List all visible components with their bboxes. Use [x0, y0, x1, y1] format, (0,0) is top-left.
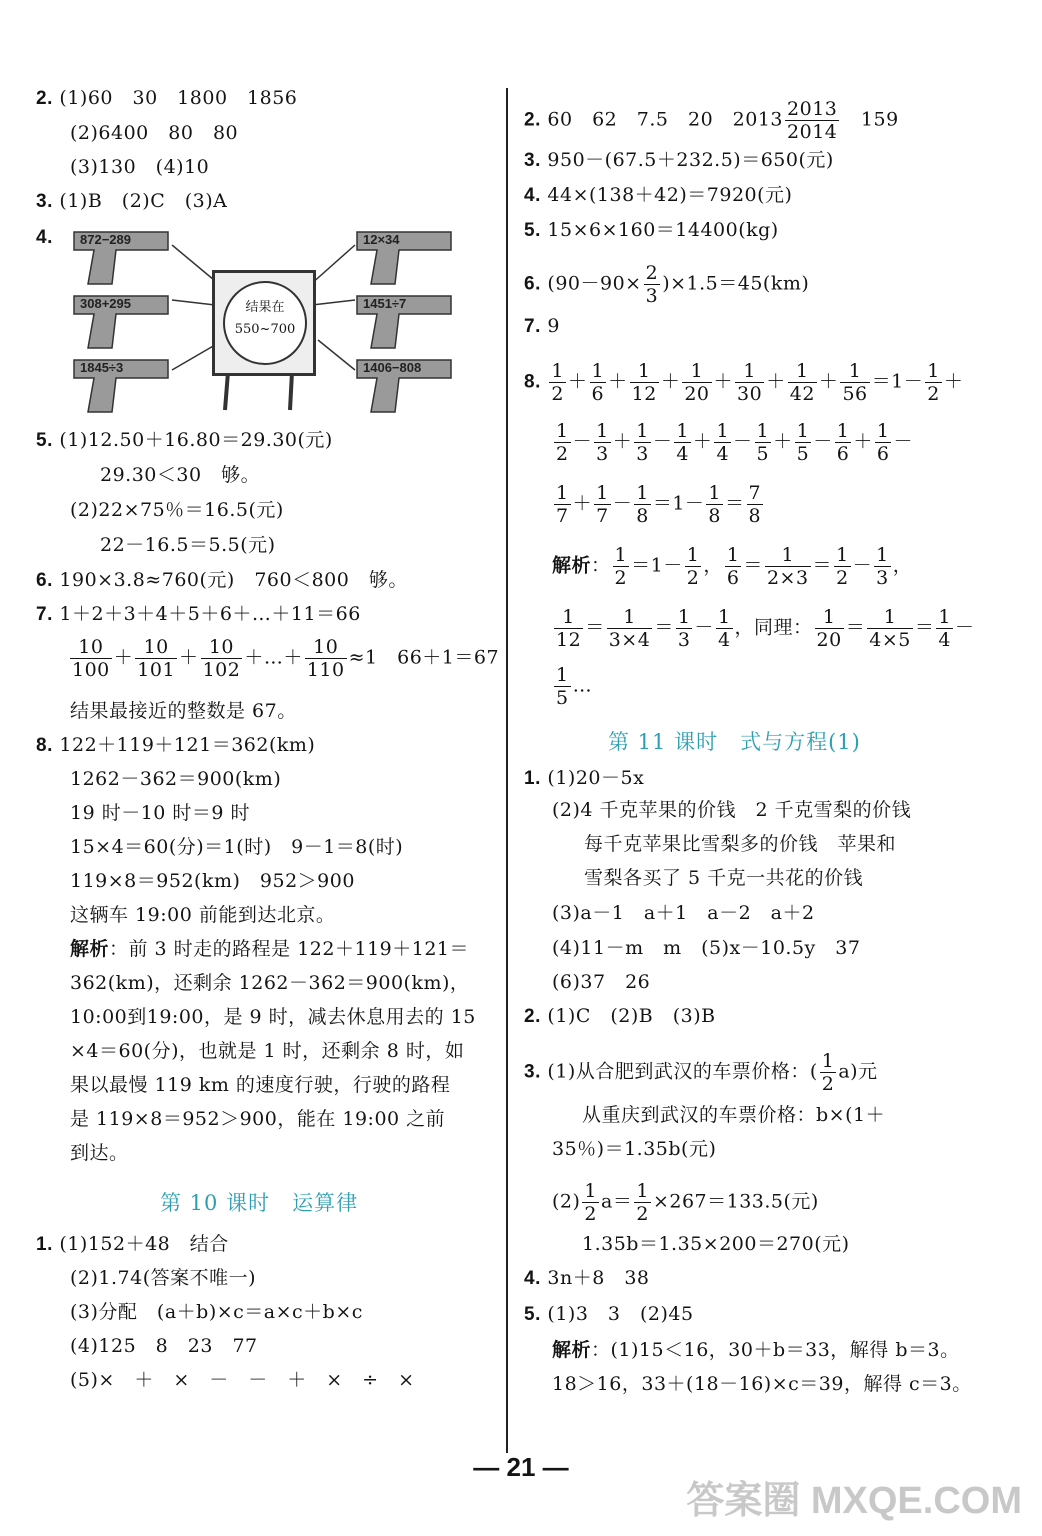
answer-text: 从重庆到武汉的车票价格：b×(1＋ [582, 1104, 886, 1126]
analysis-text: 是 119×8＝952＞900，能在 19:00 之前 [70, 1108, 446, 1130]
answer-text: (4)125 8 23 77 [70, 1335, 258, 1357]
q-number: 4. [524, 185, 541, 206]
analysis-text: ×4＝60(分)，也就是 1 时，还剩余 8 时，如 [70, 1040, 465, 1062]
answer-text: 22－16.5＝5.5(元) [100, 534, 276, 556]
answer-text: 每千克苹果比雪梨多的价钱 苹果和 [584, 833, 897, 855]
q-number: 2. [524, 109, 541, 131]
q-number: 4. [36, 227, 53, 248]
gun-card [72, 356, 172, 416]
fraction: $\frac{10}{101}$ [137, 636, 176, 681]
analysis-text: 到达。 [70, 1142, 129, 1164]
fraction: $\frac{10}{100}$ [72, 636, 110, 681]
analysis-text: 362(km)，还剩余 1262－362＝900(km)， [70, 972, 470, 994]
answer-text: (1)C (2)B (3)B [547, 1005, 716, 1027]
answer-text: (5)× ＋ × － － ＋ × ÷ × [70, 1369, 415, 1391]
answer-text: (1)20－5x [547, 767, 645, 789]
r-s11-q5 [524, 1302, 694, 1327]
answer-text: 122＋119＋121＝362(km) [59, 734, 316, 756]
answer-text: (6)37 26 [552, 971, 651, 993]
q-number: 7. [524, 316, 541, 337]
section-title: 第 10 课时 运算律 [160, 1191, 359, 1215]
q-number: 5. [36, 430, 53, 451]
analysis: 解析：前 3 时走的路程是 122＋119＋121＝ [70, 938, 470, 960]
analysis-label: 解析 [552, 1339, 592, 1361]
r-q6-line: 6. (90－90× $\frac{2}{3}$ )×1.5＝45(km) [524, 262, 810, 307]
answer-text: 15×4＝60(分)＝1(时) 9－1＝8(时) [70, 836, 404, 858]
q-number: 8. [36, 735, 53, 756]
r-q8-analysis2: $\frac{1}{12}$ ＝ $\frac{1}{3\times 4}$ ＝ $\frac{1}{3}$ － $\frac{1}{4}$ ，同理： $\frac{1}{20}$ ＝ $\frac{1}{4\times 5}$ ＝ $\frac{1}{4}$ － [556, 606, 975, 651]
answer-text: (1)152＋48 结合 [59, 1233, 229, 1255]
q-number: 1. [36, 1234, 53, 1255]
analysis-text: 10:00到19:00，是 9 时，减去休息用去的 15 [70, 1006, 476, 1028]
fraction: $\frac{1}{2}$ [584, 1180, 598, 1225]
answer-text: (1)B (2)C (3)A [59, 190, 228, 212]
answer-text: 1＋2＋3＋4＋5＋6＋…＋11＝66 [59, 603, 361, 625]
r-q2-line: 2. 60 62 7.5 20 2013 $\frac{2013}{2014}$ 159 [524, 98, 899, 143]
q6-line [36, 568, 408, 593]
answer-text: 19 时－10 时＝9 时 [70, 802, 251, 824]
answer-text: (1)12.50＋16.80＝29.30(元) [59, 429, 333, 451]
fraction: $\frac{10}{102}$ [202, 636, 241, 681]
r-q3-line [524, 148, 834, 173]
gun-card [355, 292, 455, 352]
gun-label: 1451÷7 [363, 296, 407, 311]
answer-text: (3)130 (4)10 [70, 156, 210, 178]
q-number: 2. [36, 88, 53, 109]
answer-text: 1262－362＝900(km) [70, 768, 282, 790]
gun-card [355, 228, 455, 288]
r-q8-line3: $\frac{1}{7}$ ＋ $\frac{1}{7}$ － $\frac{1}{8}$ ＝1－ $\frac{1}{8}$ ＝ $\frac{7}{8}$ [556, 482, 762, 527]
analysis-text: 果以最慢 119 km 的速度行驶，行驶的路程 [70, 1074, 451, 1096]
gun-label: 1845÷3 [80, 360, 124, 375]
fraction: $\frac{2}{3}$ [645, 262, 659, 307]
board-text: 550~700 [234, 322, 296, 337]
r-s11-q3: 3. (1)从合肥到武汉的车票价格：( $\frac{1}{2}$ a)元 [524, 1050, 878, 1095]
answer-text: (1)60 30 1800 1856 [59, 87, 298, 109]
answer-text: 190×3.8≈760(元) 760＜800 够。 [59, 569, 408, 591]
section-title: 第 11 课时 式与方程(1) [608, 730, 861, 754]
answer-text: (1)3 3 (2)45 [547, 1303, 694, 1325]
fraction: $\frac{2013}{2014}$ [787, 98, 838, 143]
watermark: 答案圈 MXQE.COM [686, 1480, 1022, 1522]
answer-text: (3)分配 (a＋b)×c＝a×c＋b×c [70, 1301, 363, 1323]
q5-line1 [36, 428, 333, 453]
target-circle [223, 281, 307, 365]
q-number: 2. [524, 1006, 541, 1027]
r-s11-q2 [524, 1004, 716, 1029]
q-number: 7. [36, 604, 53, 625]
answer-text: 35％)＝1.35b(元) [552, 1138, 717, 1160]
r-s11-q4 [524, 1266, 650, 1291]
answer-text: (2)6400 80 80 [70, 122, 239, 144]
s10-q1-line1 [36, 1232, 229, 1257]
q7-line1 [36, 602, 361, 627]
fraction: $\frac{1}{2}$ [636, 1180, 649, 1225]
q-number: 3. [36, 191, 53, 212]
r-q8-analysis1: 解析： $\frac{1}{2}$ ＝1－ $\frac{1}{2}$ ， $\frac{1}{6}$ ＝ $\frac{1}{2\times 3}$ ＝ $\frac{1}{2}$ － $\frac{1}{3}$ ， [552, 544, 913, 589]
gun-label: 1406−808 [363, 360, 422, 375]
answer-text: 950－(67.5＋232.5)＝650(元) [547, 149, 834, 171]
r-q8-line2: $\frac{1}{2}$ － $\frac{1}{3}$ ＋ $\frac{1}{3}$ － $\frac{1}{4}$ ＋ $\frac{1}{4}$ － $\frac{1}{5}$ ＋ $\frac{1}{5}$ － $\frac{1}{6}$ ＋ $\frac{1}{6}$ － [556, 420, 913, 465]
answer-text: (4)11－m m (5)x－10.5y 37 [552, 937, 861, 959]
gun-label: 872−289 [80, 232, 131, 247]
gun-label: 12×34 [363, 232, 400, 247]
answer-text: 3n＋8 38 [547, 1267, 650, 1289]
analysis-label: 解析 [70, 938, 110, 960]
r-s11-q5-analysis: 解析：(1)15＜16，30＋b＝33，解得 b＝3。 [552, 1339, 960, 1361]
answer-text: 9 [547, 315, 560, 337]
q-number: 3. [524, 1061, 541, 1083]
q-number: 8. [524, 371, 541, 393]
q-number: 6. [524, 273, 541, 295]
q-number: 5. [524, 220, 541, 241]
answer-text: 雪梨各买了 5 千克一共花的价钱 [584, 867, 864, 889]
answer-text: 1.35b＝1.35×200＝270(元) [582, 1233, 850, 1255]
r-s11-q1 [524, 766, 644, 791]
board-text: 结果在 [245, 300, 285, 315]
q7-fraction-line: $\frac{10}{100}$ ＋ $\frac{10}{101}$ ＋ $\frac{10}{102}$ ＋…＋ $\frac{10}{110}$ ≈1 66＋1＝67 [72, 636, 500, 681]
gun-card [72, 292, 172, 352]
analysis-label: 解析 [552, 554, 592, 577]
q-number: 5. [524, 1304, 541, 1325]
gun-card [72, 228, 172, 288]
r-s11-q3-part2: (2) $\frac{1}{2}$ a＝ $\frac{1}{2}$ ×267＝133.5(元) [552, 1180, 819, 1225]
gun-label: 308+295 [80, 296, 131, 311]
r-q7-line [524, 314, 560, 339]
answer-text: 15×6×160＝14400(kg) [547, 219, 779, 241]
answer-text: 结果最接近的整数是 67。 [70, 700, 297, 722]
answer-text: (2)22×75％＝16.5(元) [70, 499, 284, 521]
fraction: $\frac{10}{110}$ [306, 636, 345, 681]
q8-line1 [36, 733, 315, 758]
answer-text: (2)4 千克苹果的价钱 2 千克雪梨的价钱 [552, 799, 912, 821]
q-number: 1. [524, 768, 541, 789]
q-number: 4. [524, 1268, 541, 1289]
r-q8-analysis3: $\frac{1}{5}$ … [556, 664, 593, 709]
answer-text: 29.30＜30 够。 [100, 464, 261, 486]
target-board [212, 270, 316, 376]
q-number: 6. [36, 570, 53, 591]
r-q8-line1: 8. $\frac{1}{2}$ ＋ $\frac{1}{6}$ ＋ $\frac{1}{12}$ ＋ $\frac{1}{20}$ ＋ $\frac{1}{30}$ ＋ $\frac{1}{42}$ ＋ $\frac{1}{56}$ ＝1－ $\frac{1}{2}$ ＋ [524, 360, 964, 405]
answer-text: 119×8＝952(km) 952＞900 [70, 870, 355, 892]
r-q5-line [524, 218, 779, 243]
r-q4-line [524, 183, 792, 208]
fraction: $\frac{1}{2}$ [821, 1050, 835, 1095]
answer-text: 这辆车 19:00 前能到达北京。 [70, 904, 336, 926]
analysis-text: 18＞16，33＋(18－16)×c＝39，解得 c＝3。 [552, 1373, 972, 1395]
answer-text: (3)a－1 a＋1 a－2 a＋2 [552, 902, 815, 924]
q-number: 3. [524, 150, 541, 171]
answer-text: (2)1.74(答案不唯一) [70, 1267, 257, 1289]
gun-card [355, 356, 455, 416]
answer-text: 44×(138＋42)＝7920(元) [547, 184, 793, 206]
page-number: — 21 — [473, 1452, 569, 1482]
